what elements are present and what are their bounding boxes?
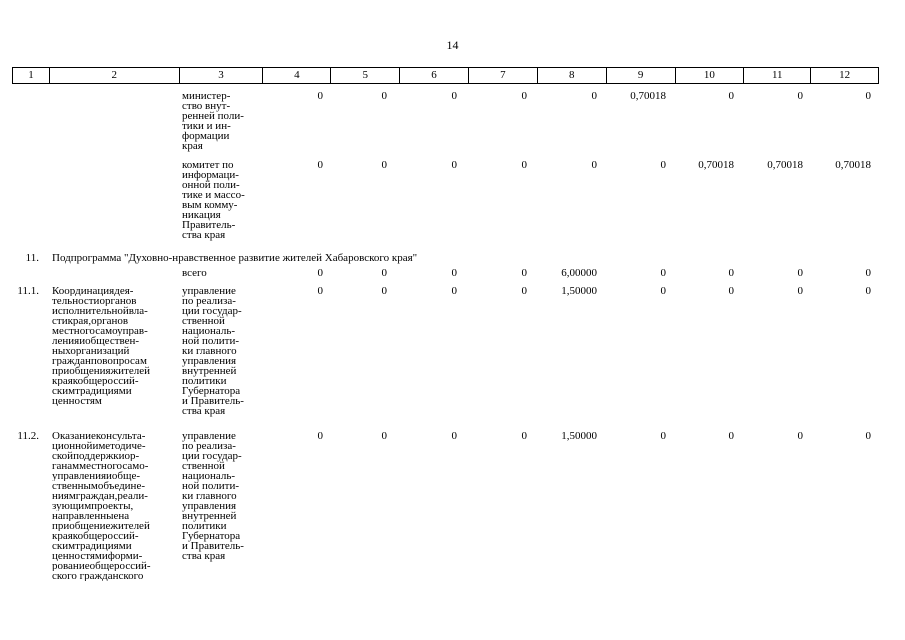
value-cell: 0 xyxy=(317,159,323,171)
executor-line: ства края xyxy=(182,550,226,562)
executor-line: и Правитель- xyxy=(182,540,244,552)
value-cell: 0 xyxy=(381,159,387,171)
header-col-6: 6 xyxy=(400,68,469,83)
activity-name-line: ственнымобъедине- xyxy=(52,481,145,491)
executor-line: политики xyxy=(182,520,227,532)
executor-line: управление xyxy=(182,285,236,297)
value-cell: 0 xyxy=(865,285,871,297)
page-number: 14 xyxy=(446,38,459,52)
activity-name-line: краякобщероссий- xyxy=(52,531,139,541)
value-cell: 0 xyxy=(451,159,457,171)
executor-line: ство внут- xyxy=(182,100,231,112)
activity-name-line: приобщенияжителей xyxy=(52,366,150,376)
activity-name-line: ниямграждан,реали- xyxy=(52,491,148,501)
subprogram-title: Подпрограмма "Духовно-нравственное развитие жителей Хабаровского края" xyxy=(52,252,418,264)
activity-name xyxy=(52,286,174,406)
value-cell: 1,50000 xyxy=(561,430,597,442)
value-cell: 0 xyxy=(451,90,457,102)
executor-line: ции государ- xyxy=(182,305,242,317)
value-cell: 0,70018 xyxy=(698,159,734,171)
executor-line: внутренней xyxy=(182,510,237,522)
activity-name-line: скойподдержкиор- xyxy=(52,451,140,461)
executor-line: по реализа- xyxy=(182,440,236,452)
activity-name-line: зующимпроекты, xyxy=(52,501,134,511)
executor-line: ренней поли- xyxy=(182,110,244,122)
header-col-12: 12 xyxy=(839,69,851,81)
executor-line: комитет по xyxy=(182,159,234,171)
value-cell: 0 xyxy=(591,159,597,171)
activity-name-line: краякобщероссий- xyxy=(52,376,139,386)
activity-name-line: тельностиорганов xyxy=(52,296,137,306)
value-cell: 0 xyxy=(865,267,871,279)
value-cell: 0 xyxy=(381,285,387,297)
executor-line: всего xyxy=(182,267,207,279)
value-cell: 0 xyxy=(797,285,803,297)
value-cell: 0 xyxy=(317,267,323,279)
activity-name-line: управленияиобще- xyxy=(52,471,141,481)
activity-name-line: ленияиобществен- xyxy=(52,336,140,346)
executor-line: ки главного xyxy=(182,490,237,502)
value-cell: 0 xyxy=(451,285,457,297)
activity-name xyxy=(52,431,174,581)
row-number: 11.2. xyxy=(17,430,39,442)
activity-name-line: ценностямиформи- xyxy=(52,551,143,561)
value-cell: 0 xyxy=(451,267,457,279)
value-cell: 0 xyxy=(591,90,597,102)
executor-line: информаци- xyxy=(182,169,239,181)
value-cell: 0 xyxy=(317,90,323,102)
executor-line: ной полити- xyxy=(182,335,239,347)
value-cell: 0 xyxy=(660,267,666,279)
header-col-5: 5 xyxy=(331,68,400,83)
header-col-1: 1 xyxy=(13,68,50,83)
value-cell: 0 xyxy=(381,267,387,279)
value-cell: 0 xyxy=(317,430,323,442)
executor-line: националь- xyxy=(182,470,236,482)
header-col-8: 8 xyxy=(538,68,607,83)
executor-line: по реализа- xyxy=(182,295,236,307)
executor-line: онной поли- xyxy=(182,179,240,191)
row-number: 11.1. xyxy=(17,285,39,297)
executor-line: никация xyxy=(182,209,221,221)
activity-name-line: скимтрадициями xyxy=(52,541,132,551)
value-cell: 0 xyxy=(728,430,734,442)
value-cell: 0 xyxy=(865,430,871,442)
activity-name-line: ценностям xyxy=(52,396,102,406)
value-cell: 0 xyxy=(317,285,323,297)
header-col-3: 3 xyxy=(180,68,264,83)
executor-line: тики и ин- xyxy=(182,120,231,132)
value-cell: 0 xyxy=(660,430,666,442)
header-col-10: 10 xyxy=(676,68,745,83)
value-cell: 0 xyxy=(521,159,527,171)
activity-name-line: стикрая,органов xyxy=(52,316,129,326)
executor-line: управления xyxy=(182,500,237,512)
header-col-11: 11 xyxy=(744,68,811,83)
value-cell: 0,70018 xyxy=(835,159,871,171)
activity-name-line: приобщениежителей xyxy=(52,521,150,531)
activity-name-line: ганамместногосамо- xyxy=(52,461,149,471)
executor-line: Правитель- xyxy=(182,219,236,231)
executor-line: ственной xyxy=(182,315,225,327)
executor-line: внутренней xyxy=(182,365,237,377)
executor-line: и Правитель- xyxy=(182,395,244,407)
value-cell: 0 xyxy=(521,430,527,442)
value-cell: 0 xyxy=(521,285,527,297)
executor-line: ства края xyxy=(182,405,226,417)
value-cell: 0 xyxy=(728,90,734,102)
value-cell: 0,70018 xyxy=(767,159,803,171)
header-col-4: 4 xyxy=(263,68,331,83)
value-cell: 0 xyxy=(865,90,871,102)
executor-line: министер- xyxy=(182,90,231,102)
value-cell: 0 xyxy=(797,430,803,442)
value-cell: 0 xyxy=(728,267,734,279)
value-cell: 0 xyxy=(797,267,803,279)
executor-line: формации xyxy=(182,130,230,142)
value-cell: 0 xyxy=(728,285,734,297)
header-col-2: 2 xyxy=(50,68,180,83)
header-col-7: 7 xyxy=(469,68,538,83)
activity-name-line: ционнойиметодиче- xyxy=(52,441,146,451)
activity-name-line: ныхорганизаций xyxy=(52,346,130,356)
value-cell: 0 xyxy=(381,90,387,102)
executor-line: управление xyxy=(182,430,236,442)
executor-line: ции государ- xyxy=(182,450,242,462)
executor-line: вым комму- xyxy=(182,199,238,211)
row-number: 11. xyxy=(25,252,39,264)
executor-line: ной полити- xyxy=(182,480,239,492)
executor-line: политики xyxy=(182,375,227,387)
activity-name-line: ского гражданского xyxy=(52,571,144,581)
executor-line: националь- xyxy=(182,325,236,337)
activity-name-line: Оказаниеконсульта- xyxy=(52,431,146,441)
executor-line: ки главного xyxy=(182,345,237,357)
header-col-9: 9 xyxy=(607,68,676,83)
activity-name-line: Координациядея- xyxy=(52,286,134,296)
activity-name-line: гражданповопросам xyxy=(52,356,147,366)
value-cell: 0,70018 xyxy=(630,90,666,102)
value-cell: 0 xyxy=(451,430,457,442)
table-header xyxy=(12,67,879,84)
activity-name-line: направленныена xyxy=(52,511,130,521)
executor-line: Губернатора xyxy=(182,385,241,397)
value-cell: 0 xyxy=(521,267,527,279)
executor-line: края xyxy=(182,140,203,152)
value-cell: 0 xyxy=(797,90,803,102)
activity-name-line: рованиеобщероссий- xyxy=(52,561,151,571)
executor-line: ственной xyxy=(182,460,225,472)
activity-name-line: исполнительнойвла- xyxy=(52,306,148,316)
executor-line: управления xyxy=(182,355,237,367)
executor-line: Губернатора xyxy=(182,530,241,542)
value-cell: 1,50000 xyxy=(561,285,597,297)
value-cell: 0 xyxy=(521,90,527,102)
activity-name-line: скимтрадициями xyxy=(52,386,132,396)
executor-line: ства края xyxy=(182,229,226,241)
value-cell: 0 xyxy=(381,430,387,442)
value-cell: 6,00000 xyxy=(561,267,597,279)
value-cell: 0 xyxy=(660,285,666,297)
activity-name-line: местногосамоуправ- xyxy=(52,326,148,336)
executor-line: тике и массо- xyxy=(182,189,245,201)
value-cell: 0 xyxy=(660,159,666,171)
